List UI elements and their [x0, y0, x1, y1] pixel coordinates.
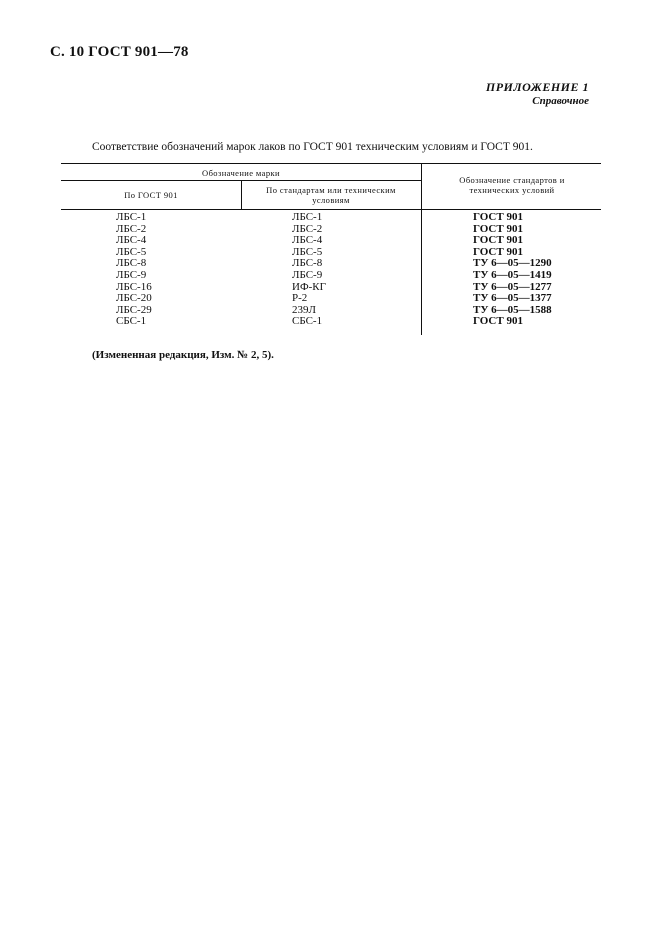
col2-header: По стандартам или техническим условиям [266, 185, 396, 205]
cell-gost: ЛБС-2 [116, 222, 147, 235]
cell-gost: ЛБС-4 [116, 234, 147, 247]
table-top-rule [61, 163, 601, 164]
cell-doc: ТУ 6—05—1588 [473, 303, 552, 316]
cell-doc: ГОСТ 901 [473, 315, 523, 328]
cell-gost: ЛБС-8 [116, 257, 147, 270]
cell-standard: СБС-1 [292, 315, 323, 328]
table-body [61, 212, 601, 328]
cell-gost: ЛБС-5 [116, 245, 147, 258]
cell-standard: ЛБС-1 [292, 211, 323, 223]
cell-doc: ГОСТ 901 [473, 222, 523, 235]
cell-standard: 239Л [292, 303, 316, 316]
cell-gost: ЛБС-1 [116, 211, 147, 223]
cell-standard: ЛБС-8 [292, 257, 323, 270]
col-divider-1 [241, 180, 242, 209]
appendix-subtitle: Справочное [532, 95, 589, 107]
table-row [61, 293, 601, 305]
cell-gost: ЛБС-16 [116, 280, 152, 293]
cell-gost: ЛБС-29 [116, 303, 152, 316]
group-header: Обозначение марки [202, 168, 280, 178]
cell-doc: ТУ 6—05—1419 [473, 268, 552, 281]
cell-doc: ГОСТ 901 [473, 234, 523, 247]
table-caption: Соответствие обозначений марок лаков по ГОСТ 901 техническим условиям и ГОСТ 901. [92, 141, 533, 153]
header-bottom-rule [61, 209, 601, 210]
cell-doc: ТУ 6—05—1377 [473, 292, 552, 305]
appendix-label [486, 80, 589, 108]
cell-doc: ТУ 6—05—1277 [473, 280, 552, 293]
cell-gost: СБС-1 [116, 315, 147, 328]
cell-gost: ЛБС-9 [116, 268, 147, 281]
cell-standard: ЛБС-2 [292, 222, 323, 235]
cell-gost: ЛБС-20 [116, 292, 152, 305]
appendix-title: ПРИЛОЖЕНИЕ 1 [485, 80, 589, 94]
revision-note: (Измененная редакция, Изм. № 2, 5). [92, 349, 274, 361]
table-row [61, 212, 601, 224]
cell-standard: ЛБС-4 [292, 234, 323, 247]
cell-doc: ГОСТ 901 [473, 211, 523, 223]
col1-header: По ГОСТ 901 [124, 190, 178, 200]
cell-standard: Р-2 [292, 292, 308, 305]
table-row [61, 270, 601, 282]
table-row [61, 316, 601, 328]
cell-doc: ГОСТ 901 [473, 245, 523, 258]
page-header: С. 10 ГОСТ 901—78 [50, 44, 189, 60]
cell-standard: ЛБС-5 [292, 245, 323, 258]
col3-header: Обозначение стандартов и технических условий [459, 175, 565, 195]
cell-standard: ИФ-КГ [292, 280, 326, 293]
cell-standard: ЛБС-9 [292, 268, 323, 281]
cell-doc: ТУ 6—05—1290 [473, 257, 552, 270]
